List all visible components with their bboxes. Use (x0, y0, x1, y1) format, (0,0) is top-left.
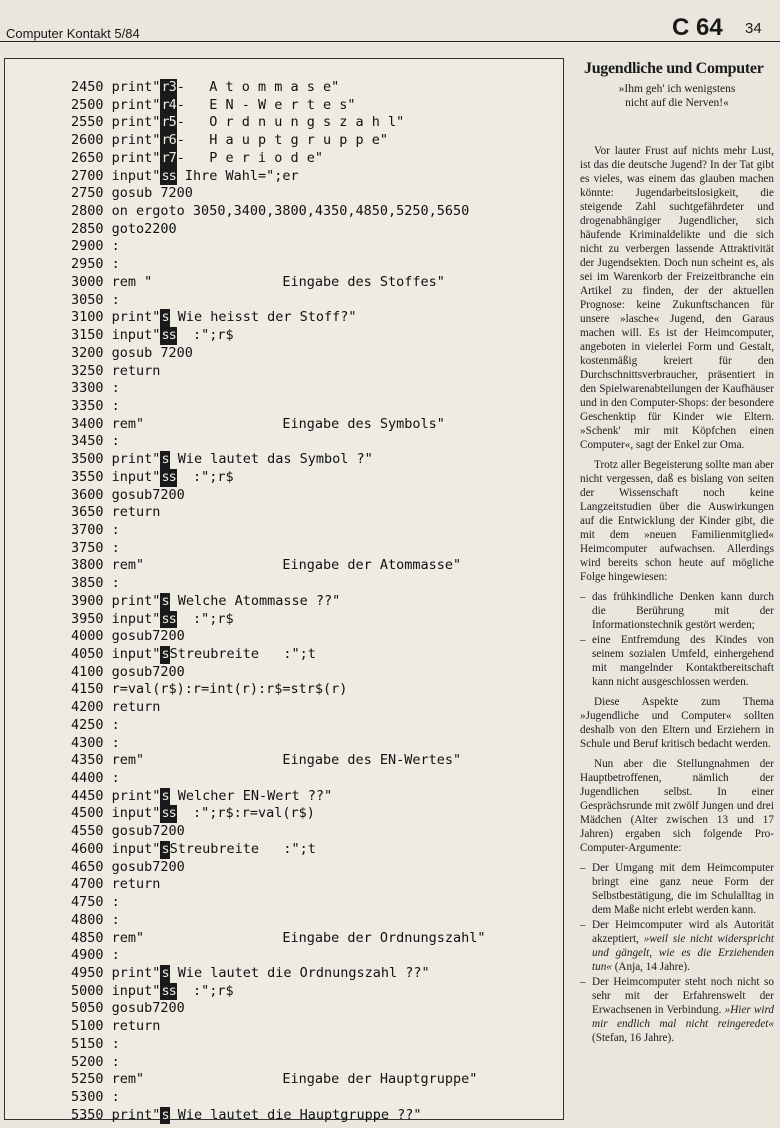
code-text: rem" Eingabe des Symbols" (111, 415, 445, 432)
code-line (71, 770, 486, 788)
reverse-control-chars: s (161, 1106, 169, 1123)
code-text: : (111, 734, 120, 751)
code-text: - A t o m m a s e" (176, 79, 340, 95)
code-text: print" (111, 79, 161, 95)
code-line (71, 132, 486, 150)
paragraph-4: Nun aber die Stellungnahmen der Hauptbetroffenen, nämlich der Jugendlichen selbst. In einer Gesprächsrunde mit zwölf Jungen und drei Mädchen (Alter zwischen 13 und 17 Jahren) ergaben sich folgende Pro-Computer-Argumente: (580, 758, 774, 854)
code-text: :";r$:r=val(r$) (176, 805, 315, 822)
code-line (71, 1018, 486, 1036)
code-text: - P e r i o d e" (176, 149, 324, 166)
code-text: : (111, 521, 120, 538)
reverse-control-chars: s (161, 309, 169, 326)
line-number: 4500 (71, 805, 104, 822)
argument-quote: »weil sie nicht widerspricht und gängelt, wie es die Erziehenden tun« (592, 933, 774, 973)
code-text: Welcher EN-Wert ??" (169, 787, 333, 804)
line-number: 3500 (71, 451, 104, 468)
code-text: input" (111, 646, 161, 662)
line-number: 5150 (71, 1035, 104, 1052)
code-text: gosub7200 (111, 1000, 185, 1017)
line-number: 3800 (71, 557, 104, 574)
page-header (0, 0, 780, 44)
line-number: 5300 (71, 1088, 104, 1105)
argument-list (580, 861, 774, 1045)
line-number: 4450 (71, 787, 104, 804)
line-number: 2850 (71, 220, 104, 237)
code-line (71, 735, 486, 753)
line-number: 5200 (71, 1053, 104, 1070)
code-text: gosub 7200 (111, 344, 193, 361)
code-text: - E N - W e r t e s" (176, 96, 356, 113)
line-number: 4000 (71, 628, 104, 645)
line-number: 3350 (71, 397, 104, 414)
code-text: : (111, 433, 120, 450)
line-number: 5050 (71, 1000, 104, 1017)
code-text: return (111, 876, 161, 893)
code-text: return (111, 1018, 161, 1035)
code-line (71, 221, 486, 239)
code-line (71, 469, 486, 487)
reverse-control-chars: ss (161, 468, 176, 485)
code-text: print" (111, 451, 161, 468)
line-number: 2700 (71, 167, 104, 184)
code-line (71, 876, 486, 894)
code-line (71, 717, 486, 735)
subtitle-line-1: »Ihm geh' ich wenigstens (618, 83, 736, 95)
line-number: 3200 (71, 344, 104, 361)
code-line (71, 664, 486, 682)
code-text: Streubreite :";t (169, 646, 316, 662)
code-line (71, 1054, 486, 1072)
line-number: 4750 (71, 894, 104, 911)
reverse-control-chars: r3 (161, 79, 176, 95)
line-number: 3100 (71, 309, 104, 326)
argument-quote: »Hier wird mir endlich mal nicht reingeredet« (592, 1004, 774, 1030)
line-number: 3400 (71, 415, 104, 432)
line-number: 2800 (71, 203, 104, 220)
paragraph-1: Vor lauter Frust auf nichts mehr Lust, ist das die deutsche Jugend? In der Tat gibt es vieles, was einem das glauben machen könnte: Jugendarbeitslosigkeit, die steigende Zahl suchtgefährdeter und drogenabhängiger Jugendlicher, sich häufende Kriminaldelikte und die sich nicht zu verbergen lassende Attraktivität der Jugendsekten. Doch nun scheint es, als sei im Warenkorb der Freizeitbranche ein Artikel zu finden, der der aktuellen Prognose: keine Zukunftschancen für unsere »lasche« Jugend, den Garaus machen will. Es ist der Heimcomputer, angeboten in vielerlei Form und Gestalt, kostenmäßig kreiert für den Durchschnittsverbraucher, präsentiert in den Spielwarenabteilungen der Kaufhäuser und in den Computer-Shops: der besondere Geschenktip für Kinder wie Eltern. »Schenk' mir mit Köpfchen einen Computer«, sagt der Enkel zur Oma. (580, 145, 774, 451)
line-number: 4250 (71, 716, 104, 733)
code-text: input" (111, 167, 161, 184)
reverse-control-chars: s (161, 646, 169, 662)
line-number: 5350 (71, 1106, 104, 1123)
line-number: 3450 (71, 433, 104, 450)
code-text: Wie lautet das Symbol ?" (169, 451, 373, 468)
list-item: – das frühkindliche Denken kann durch die Berührung mit der Informationstechnik gestört werden; (580, 590, 774, 632)
argument-source: (Anja, 14 Jahre). (611, 961, 690, 973)
code-text: gosub7200 (111, 486, 185, 503)
line-number: 4650 (71, 858, 104, 875)
paragraph-2: Trotz aller Begeisterung sollte man aber nicht vergessen, daß es bislang von seiten der Wissenschaft noch keine Langzeitstudien über die Auswirkungen auf die Entwicklung der Kinder gibt, die mit dem »neuen Familienmitglied« Heimcomputer aufwachsen. Allerdings wird bereits schon heute auf mögliche Folge hingewiesen: (580, 459, 774, 583)
line-number: 4150 (71, 681, 104, 698)
article-column (580, 62, 774, 1051)
code-line (71, 185, 486, 203)
line-number: 2550 (71, 114, 104, 131)
reverse-control-chars: ss (161, 327, 176, 344)
code-line (71, 912, 486, 930)
code-line (71, 327, 486, 345)
code-text: print" (111, 114, 161, 131)
code-line (71, 557, 486, 575)
code-text: : (111, 256, 120, 273)
code-line (71, 114, 486, 132)
line-number: 3700 (71, 521, 104, 538)
reverse-control-chars: ss (161, 805, 176, 822)
code-line (71, 540, 486, 558)
line-number: 3000 (71, 273, 104, 290)
line-number: 4200 (71, 699, 104, 716)
basic-listing (4, 58, 564, 1123)
code-text: : (111, 238, 120, 255)
page-number: 34 (745, 20, 762, 37)
reverse-control-chars: r6 (161, 132, 176, 149)
code-text: rem" Eingabe des EN-Wertes" (111, 752, 462, 769)
code-line (71, 575, 486, 593)
code-text: : (111, 1053, 120, 1070)
code-text: input" (111, 468, 161, 485)
subtitle-line-2: nicht auf die Nerven!« (625, 97, 729, 109)
code-text: rem" Eingabe der Atommasse" (111, 557, 462, 574)
line-number: 2450 (71, 79, 104, 95)
code-line (71, 150, 486, 168)
code-text: rem" Eingabe der Hauptgruppe" (111, 1071, 478, 1088)
line-number: 3300 (71, 380, 104, 397)
code-text: Wie heisst der Stoff?" (169, 309, 357, 326)
code-line (71, 841, 486, 859)
code-line (71, 433, 486, 451)
code-text: on ergoto 3050,3400,3800,4350,4850,5250,5650 (111, 203, 470, 220)
line-number: 4700 (71, 876, 104, 893)
list-item (580, 918, 774, 974)
code-line (71, 1107, 486, 1125)
code-line (71, 1071, 486, 1089)
code-text: rem " Eingabe des Stoffes" (111, 273, 445, 290)
list-item (580, 975, 774, 1045)
reverse-control-chars: s (161, 964, 169, 981)
header-rule (0, 41, 780, 42)
code-text: input" (111, 610, 161, 627)
paragraph-3: Diese Aspekte zum Thema »Jugendliche und Computer« sollten deshalb von den Eltern und Erziehern in Schule und Beruf kritisch bedacht werden. (580, 696, 774, 750)
article-subtitle (580, 82, 774, 110)
code-text: gosub7200 (111, 628, 185, 645)
code-line (71, 628, 486, 646)
code-line (71, 983, 486, 1001)
code-line (71, 930, 486, 948)
line-number: 2650 (71, 149, 104, 166)
code-line (71, 1000, 486, 1018)
code-text: : (111, 575, 120, 592)
code-line (71, 788, 486, 806)
line-number: 4400 (71, 770, 104, 787)
code-line (71, 398, 486, 416)
code-text: : (111, 947, 120, 964)
code-line (71, 292, 486, 310)
code-text: : (111, 770, 120, 787)
reverse-control-chars: ss (161, 610, 176, 627)
code-line (71, 894, 486, 912)
code-text: Welche Atommasse ??" (169, 592, 341, 609)
reverse-control-chars: s (161, 592, 169, 609)
line-number: 2600 (71, 132, 104, 149)
line-number: 5100 (71, 1018, 104, 1035)
line-number: 4300 (71, 734, 104, 751)
argument-source: (Stefan, 16 Jahre). (592, 1032, 675, 1044)
code-text: goto2200 (111, 220, 177, 237)
line-number: 4350 (71, 752, 104, 769)
magazine-issue: Computer Kontakt 5/84 (6, 26, 140, 41)
code-line (71, 363, 486, 381)
code-line (71, 1089, 486, 1107)
line-number: 5250 (71, 1071, 104, 1088)
code-text: : (111, 397, 120, 414)
code-line (71, 859, 486, 877)
risk-list (580, 590, 774, 689)
code-line (71, 593, 486, 611)
argument-text: Der Heimcomputer steht noch nicht so sehr mit der Erfahrenswelt der Erwachsenen in Verbindung. (592, 976, 774, 1016)
line-number: 4550 (71, 823, 104, 840)
line-number: 2500 (71, 96, 104, 113)
code-text: print" (111, 592, 161, 609)
code-text: return (111, 504, 161, 521)
code-text: : (111, 1035, 120, 1052)
code-line (71, 97, 486, 115)
line-number: 2950 (71, 256, 104, 273)
code-line (71, 522, 486, 540)
article-title: Jugendliche und Computer (584, 60, 764, 77)
code-text: gosub7200 (111, 858, 185, 875)
code-line (71, 203, 486, 221)
line-number: 3250 (71, 362, 104, 379)
reverse-control-chars: s (161, 840, 169, 857)
code-text: :";r$ (176, 610, 234, 627)
line-number: 3550 (71, 468, 104, 485)
line-number: 4950 (71, 964, 104, 981)
reverse-control-chars: r5 (161, 114, 176, 131)
code-line (71, 611, 486, 629)
code-text: input" (111, 327, 161, 344)
code-line (71, 168, 486, 186)
code-text: print" (111, 96, 161, 113)
line-number: 3600 (71, 486, 104, 503)
code-text: gosub7200 (111, 823, 185, 840)
code-text: : (111, 911, 120, 928)
code-text: print" (111, 964, 161, 981)
line-number: 3850 (71, 575, 104, 592)
line-number: 4900 (71, 947, 104, 964)
code-line (71, 681, 486, 699)
code-line (71, 823, 486, 841)
code-text: rem" Eingabe der Ordnungszahl" (111, 929, 486, 946)
line-number: 4600 (71, 840, 104, 857)
code-text: print" (111, 787, 161, 804)
code-text: input" (111, 982, 161, 999)
line-number: 4850 (71, 929, 104, 946)
code-line (71, 947, 486, 965)
code-line (71, 256, 486, 274)
line-number: 3650 (71, 504, 104, 521)
code-text: :";r$ (176, 468, 234, 485)
line-number: 3950 (71, 610, 104, 627)
code-text: :";r$ (176, 327, 234, 344)
code-text: :";r$ (176, 982, 234, 999)
code-line (71, 451, 486, 469)
code-text: return (111, 699, 161, 716)
reverse-control-chars: r4 (161, 96, 176, 113)
code-lines (71, 79, 486, 1124)
code-line (71, 309, 486, 327)
code-line (71, 345, 486, 363)
list-item: – Der Umgang mit dem Heimcomputer bringt eine ganz neue Form der Selbstbestätigung, die im Schulalltag in dem Maße nicht erlebt werden kann. (580, 861, 774, 917)
reverse-control-chars: s (161, 451, 169, 468)
code-line (71, 79, 486, 97)
code-text: : (111, 1088, 120, 1105)
code-text: gosub7200 (111, 663, 185, 680)
code-text: Wie lautet die Ordnungszahl ??" (169, 964, 430, 981)
line-number: 5000 (71, 982, 104, 999)
code-text: Wie lautet die Hauptgruppe ??" (169, 1106, 422, 1123)
code-line (71, 274, 486, 292)
code-text: : (111, 539, 120, 556)
reverse-control-chars: r7 (161, 149, 176, 166)
reverse-control-chars: ss (161, 982, 176, 999)
code-text: print" (111, 309, 161, 326)
code-line (71, 380, 486, 398)
line-number: 3750 (71, 539, 104, 556)
line-number: 4050 (71, 646, 104, 662)
line-number: 4800 (71, 911, 104, 928)
line-number: 2900 (71, 238, 104, 255)
line-number: 3050 (71, 291, 104, 308)
code-line (71, 752, 486, 770)
code-text: r=val(r$):r=int(r):r$=str$(r) (111, 681, 348, 698)
code-text: input" (111, 840, 161, 857)
code-text: Streubreite :";t (169, 840, 316, 857)
code-text: : (111, 291, 120, 308)
code-line (71, 805, 486, 823)
code-line (71, 699, 486, 717)
line-number: 3150 (71, 327, 104, 344)
code-text: print" (111, 132, 161, 149)
line-number: 4100 (71, 663, 104, 680)
code-text: gosub 7200 (111, 185, 193, 202)
code-text: : (111, 894, 120, 911)
code-line (71, 1036, 486, 1054)
code-text: return (111, 362, 161, 379)
code-line (71, 646, 486, 664)
list-item: – eine Entfremdung des Kindes von seinem sozialen Umfeld, einhergehend mit mangelnder Kontaktbereitschaft kann nicht ausgeschlossen werden. (580, 633, 774, 689)
code-text: print" (111, 149, 161, 166)
code-line (71, 487, 486, 505)
code-line (71, 238, 486, 256)
line-number: 3900 (71, 592, 104, 609)
code-text: Ihre Wahl=";er (176, 167, 299, 184)
reverse-control-chars: ss (161, 167, 176, 184)
code-text: - H a u p t g r u p p e" (176, 132, 389, 149)
code-text: print" (111, 1106, 161, 1123)
code-text: : (111, 716, 120, 733)
code-text: input" (111, 805, 161, 822)
line-number: 2750 (71, 185, 104, 202)
argument-text: Der Heimcomputer wird als Autorität akzeptiert, (592, 919, 774, 945)
system-label: C 64 (672, 14, 723, 41)
code-text: : (111, 380, 120, 397)
code-line (71, 965, 486, 983)
code-text: - O r d n u n g s z a h l" (176, 114, 405, 131)
code-line (71, 504, 486, 522)
reverse-control-chars: s (161, 787, 169, 804)
code-line (71, 416, 486, 434)
